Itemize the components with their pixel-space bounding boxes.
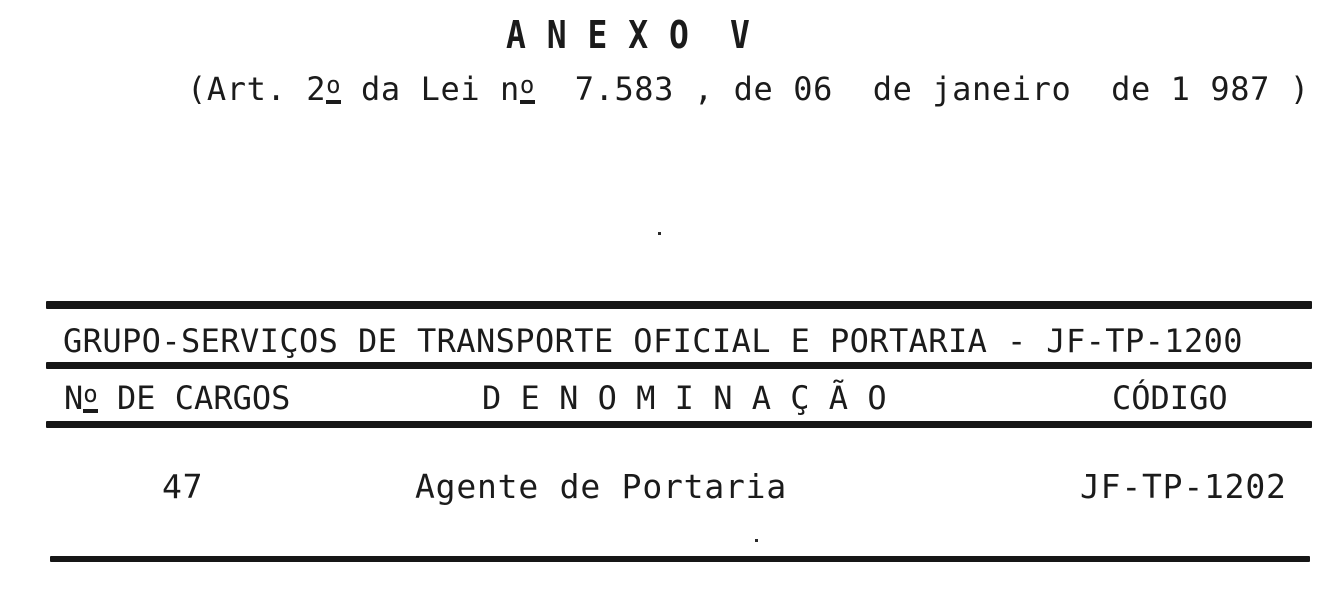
table-rule-top [46, 301, 1312, 309]
page-title: A N E X O V [506, 12, 751, 58]
ordinal-indicator: o [83, 382, 97, 413]
subtitle-text-part2: da Lei n [341, 70, 520, 108]
page-subtitle [187, 70, 1310, 111]
table-rule-under-group-header [46, 362, 1312, 369]
table-rule-bottom [50, 556, 1310, 562]
ordinal-indicator: o [326, 73, 341, 104]
cell-denominacao: Agente de Portaria [415, 467, 788, 506]
table-group-header: GRUPO-SERVIÇOS DE TRANSPORTE OFICIAL E PORTARIA - JF-TP-1200 [63, 322, 1243, 360]
column-header-codigo: CÓDIGO [1112, 379, 1228, 417]
cell-num-cargos: 47 [162, 467, 204, 506]
subtitle-text-part1: (Art. 2 [187, 70, 327, 108]
ordinal-indicator: o [520, 73, 535, 104]
scan-speck [755, 539, 758, 542]
cell-codigo: JF-TP-1202 [1080, 467, 1287, 506]
column-header-num-cargos [64, 379, 291, 420]
num-cargos-label-suffix: DE CARGOS [97, 379, 291, 417]
num-cargos-label-prefix: N [64, 379, 84, 417]
subtitle-text-part3: 7.583 , de 06 de janeiro de 1 987 ) [534, 70, 1310, 108]
scan-speck [658, 232, 661, 235]
table-rule-under-column-headers [46, 421, 1312, 428]
column-header-denominacao: D E N O M I N A Ç Ã O [482, 379, 887, 417]
